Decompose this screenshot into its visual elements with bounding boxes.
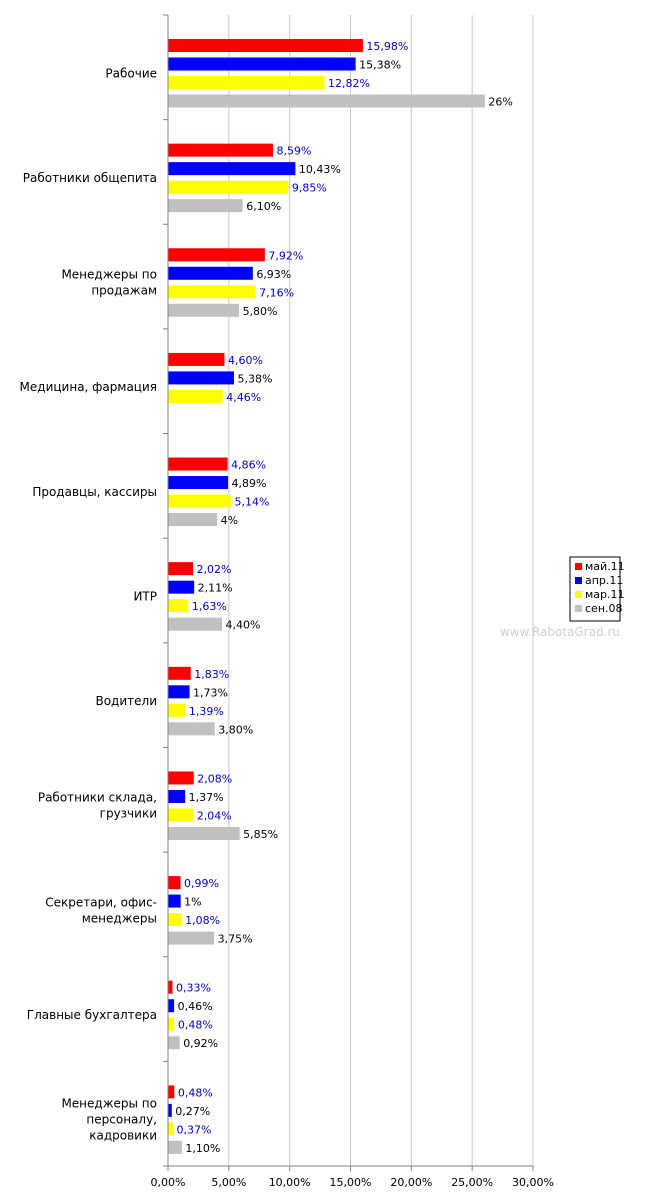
bar — [169, 353, 225, 366]
data-label: 4,46% — [226, 390, 262, 404]
bar — [169, 304, 240, 317]
bar — [169, 1104, 172, 1117]
data-label: 4,86% — [231, 458, 267, 472]
data-label: 0,99% — [184, 877, 219, 891]
category-label: менеджеры — [81, 911, 157, 926]
bar — [169, 704, 186, 717]
data-label: 1,63% — [191, 600, 227, 614]
data-label: 7,92% — [268, 249, 304, 263]
legend-swatch — [575, 605, 582, 612]
data-label: 1% — [184, 895, 202, 909]
data-label: 5,80% — [242, 304, 278, 318]
category-label: ИТР — [133, 589, 157, 604]
bar — [169, 76, 325, 89]
data-label: 9,85% — [291, 181, 327, 195]
bar — [169, 476, 228, 489]
category-label: Рабочие — [105, 66, 157, 81]
x-tick-label: 30,00% — [512, 1176, 554, 1189]
bar — [169, 618, 223, 631]
data-label: 0,33% — [176, 981, 211, 995]
data-label: 2,08% — [197, 772, 233, 786]
data-label: 0,27% — [175, 1104, 211, 1118]
bar — [169, 267, 253, 280]
data-label: 4,40% — [225, 618, 261, 632]
data-label: 6,10% — [246, 200, 282, 214]
x-tick-label: 5,00% — [211, 1176, 247, 1189]
data-label: 15,98% — [366, 40, 409, 53]
legend — [570, 557, 625, 621]
data-label: 1,10% — [185, 1141, 221, 1155]
bars — [169, 39, 485, 1154]
category-label: Менеджеры по — [61, 1096, 157, 1111]
data-label: 5,14% — [234, 495, 270, 509]
data-label: 0,92% — [183, 1037, 219, 1051]
bar — [169, 390, 223, 403]
data-label: 2,02% — [196, 563, 232, 577]
bar — [169, 181, 289, 194]
bar — [169, 599, 189, 612]
bar — [169, 981, 173, 994]
bar — [169, 562, 194, 575]
bar — [169, 39, 363, 52]
watermark: www.RabotaGrad.ru — [499, 625, 620, 639]
data-label: 1,83% — [194, 667, 230, 681]
x-tick-label: 15,00% — [329, 1176, 372, 1189]
bar — [169, 722, 215, 735]
legend-label: мар.11 — [585, 588, 625, 601]
category-label: Главные бухгалтера — [26, 1007, 157, 1022]
bar — [169, 667, 191, 680]
data-label: 3,75% — [217, 932, 253, 946]
bar — [169, 1018, 175, 1031]
data-label: 12,82% — [327, 77, 370, 90]
bar — [169, 876, 181, 889]
bar — [169, 162, 296, 175]
data-label: 1,73% — [193, 686, 229, 700]
bar — [169, 932, 215, 945]
category-label: продажам — [91, 283, 157, 298]
category-label: Водители — [95, 694, 157, 709]
legend-swatch — [575, 591, 582, 598]
bar — [169, 581, 195, 594]
bar — [169, 1122, 174, 1135]
data-label: 6,93% — [256, 267, 292, 281]
category-label: Медицина, фармация — [19, 380, 157, 395]
bar — [169, 913, 182, 926]
x-tick-label: 20,00% — [390, 1176, 433, 1189]
bar — [169, 513, 218, 526]
data-label: 8,59% — [276, 144, 312, 158]
bar — [169, 285, 256, 298]
data-label: 2,11% — [197, 581, 233, 595]
data-label: 1,39% — [188, 704, 224, 718]
x-tick-label: 0,00% — [150, 1176, 186, 1189]
bar — [169, 248, 265, 261]
data-label: 0,48% — [177, 1018, 213, 1032]
data-label: 1,37% — [188, 790, 224, 804]
bar — [169, 1036, 180, 1049]
legend-label: апр.11 — [585, 574, 624, 587]
legend-label: май.11 — [585, 560, 625, 573]
bar — [169, 685, 190, 698]
data-label: 0,46% — [177, 1000, 213, 1014]
category-label: Продавцы, кассиры — [32, 484, 157, 499]
bar — [169, 199, 243, 212]
data-label: 4% — [220, 514, 239, 528]
bar — [169, 771, 194, 784]
data-label: 5,85% — [243, 827, 279, 841]
bar — [169, 827, 240, 840]
bar — [169, 790, 186, 803]
bar — [169, 1141, 182, 1154]
data-label: 4,89% — [231, 477, 267, 491]
bar — [169, 458, 228, 471]
bar — [169, 1085, 175, 1098]
bar — [169, 808, 194, 821]
bar — [169, 495, 232, 508]
category-label: Работники склада, — [37, 790, 157, 805]
category-label: грузчики — [99, 806, 157, 821]
legend-label: сен.08 — [585, 602, 623, 615]
data-label: 5,38% — [237, 372, 273, 386]
data-label: 7,16% — [259, 286, 295, 300]
data-label: 3,80% — [218, 723, 254, 737]
x-tick-label: 10,00% — [268, 1176, 311, 1189]
category-label: кадровики — [89, 1128, 157, 1143]
data-label: 0,48% — [177, 1086, 213, 1100]
data-label: 26% — [488, 95, 513, 109]
category-label: персоналу, — [86, 1112, 157, 1127]
bar — [169, 895, 181, 908]
bar — [169, 999, 175, 1012]
legend-swatch — [575, 563, 582, 570]
category-label: Менеджеры по — [61, 267, 157, 282]
data-label: 1,08% — [185, 914, 221, 928]
bar — [169, 58, 356, 71]
category-label: Секретари, офис- — [45, 895, 157, 910]
data-label: 0,37% — [176, 1123, 212, 1137]
legend-swatch — [575, 577, 582, 584]
x-tick-label: 25,00% — [451, 1176, 494, 1189]
bar — [169, 144, 274, 157]
data-label: 4,60% — [227, 353, 263, 367]
data-label: 2,04% — [196, 809, 232, 823]
data-label: 10,43% — [298, 163, 341, 177]
bar — [169, 95, 485, 108]
category-label: Работники общепита — [22, 170, 157, 185]
bar — [169, 371, 234, 384]
data-label: 15,38% — [359, 58, 402, 72]
